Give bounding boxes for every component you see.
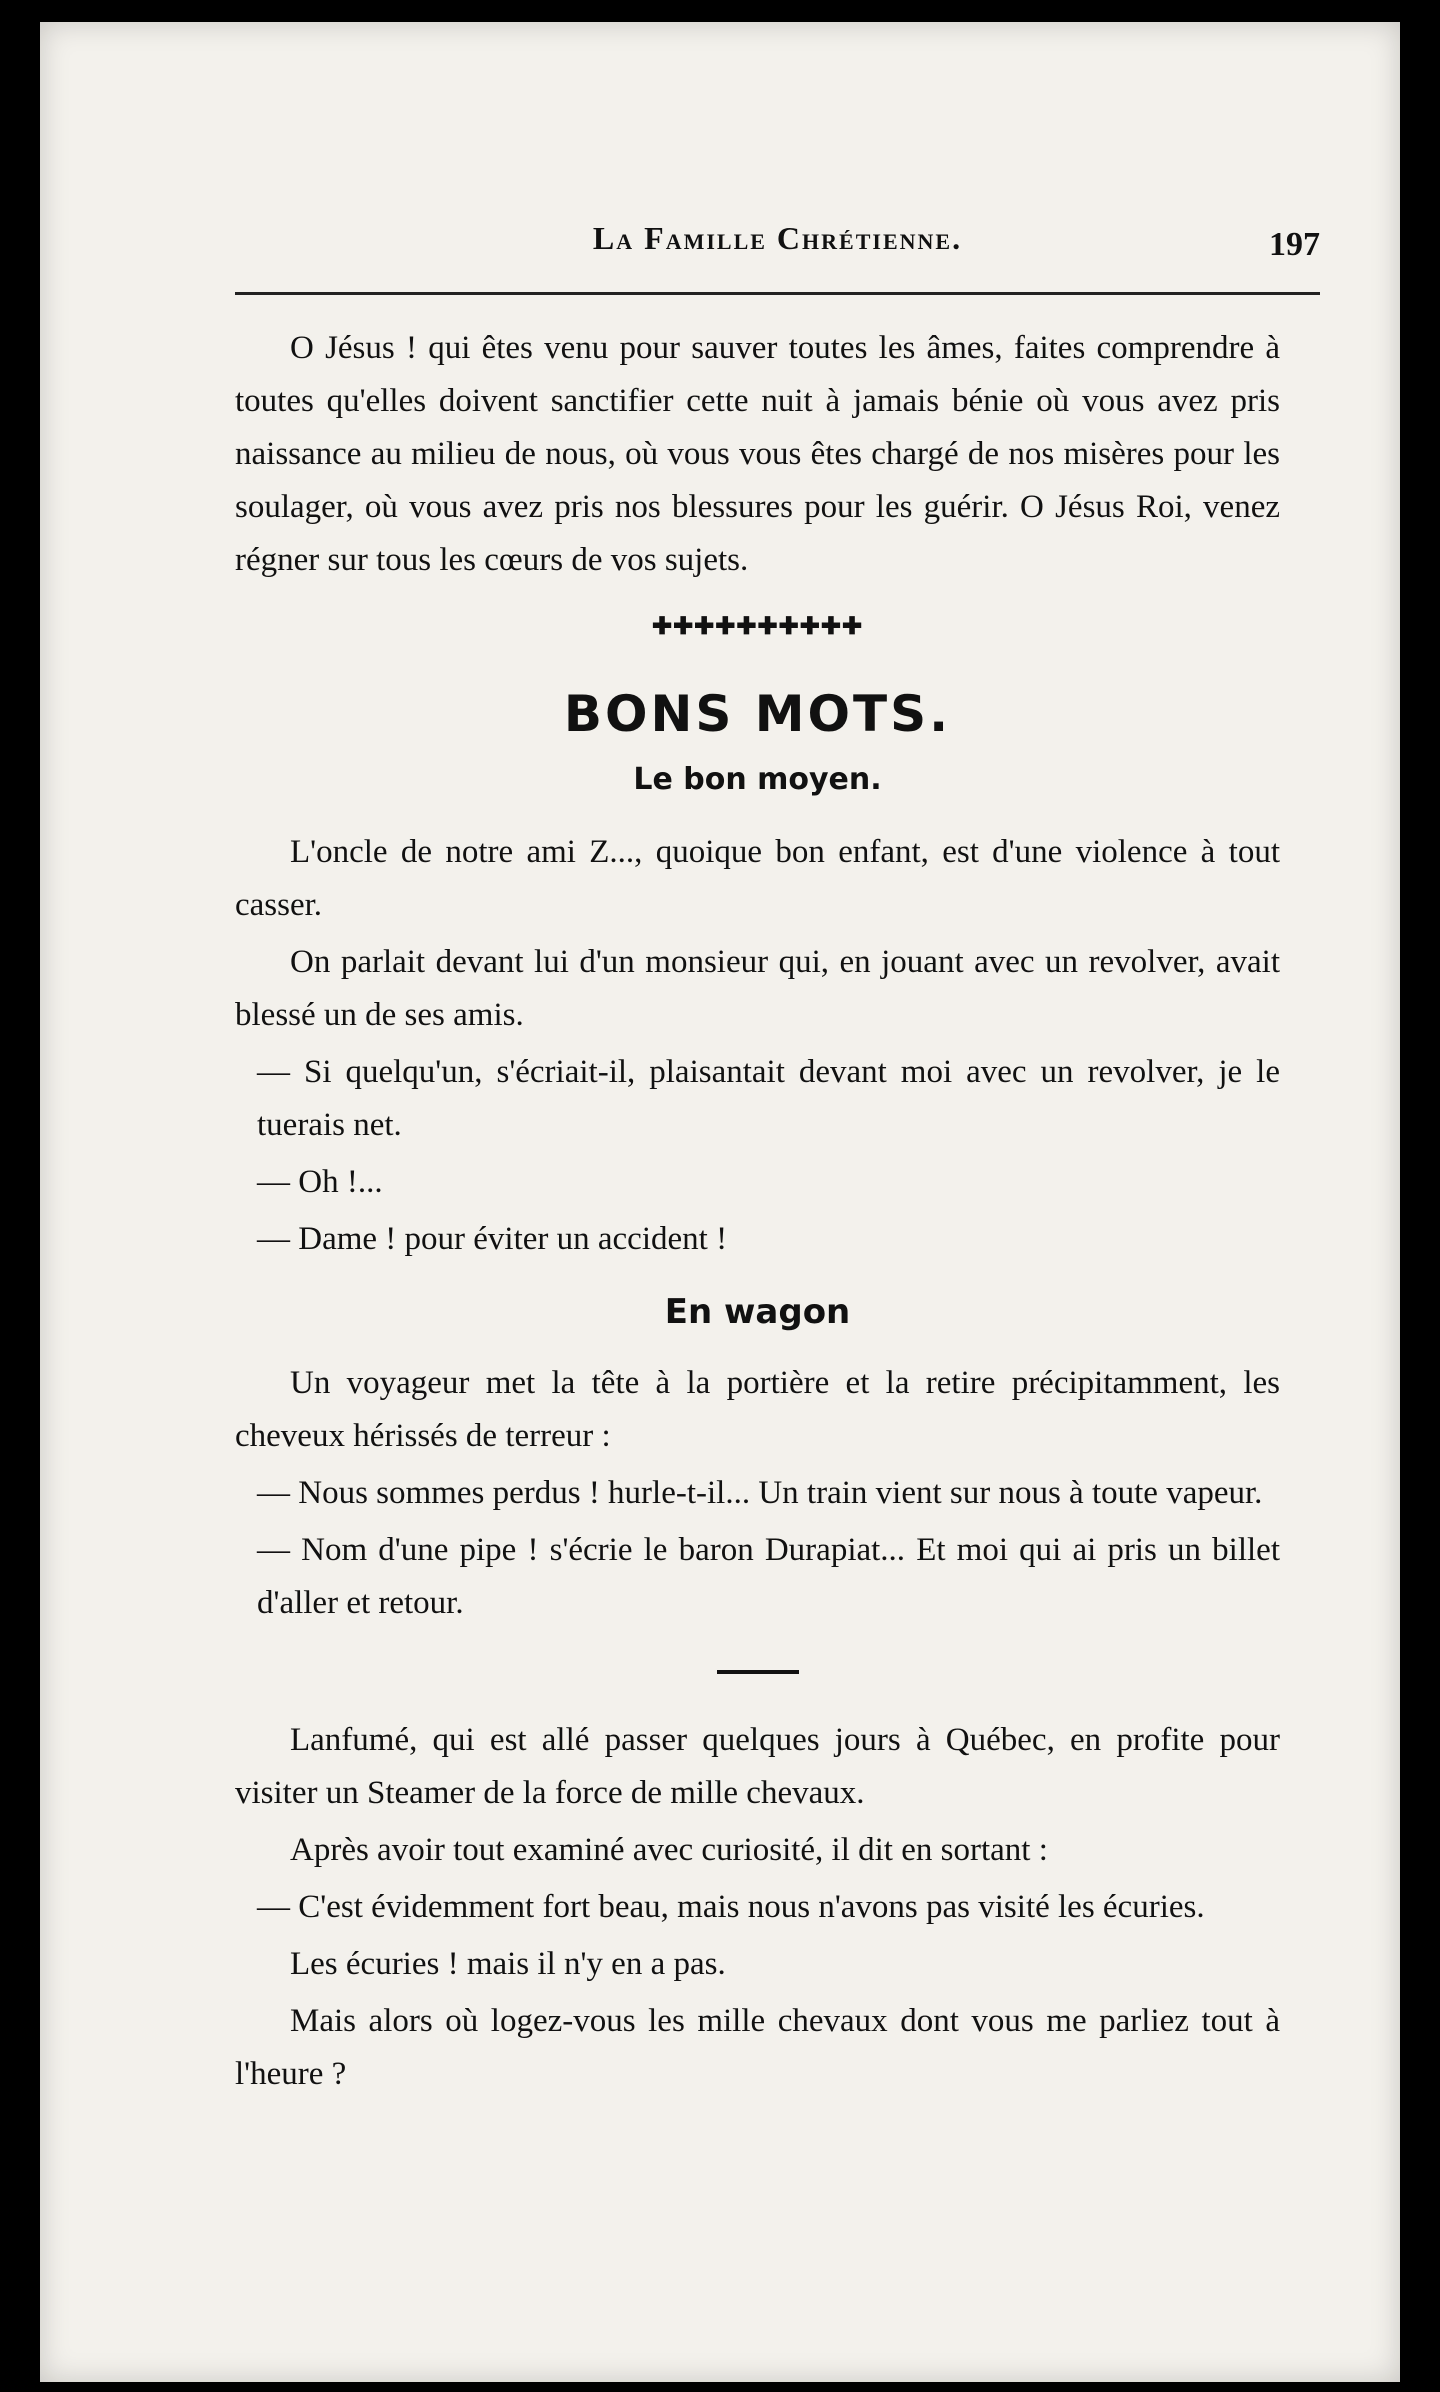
story2-dialogue: — Nom d'une pipe ! s'écrie le baron Durapiat... Et moi qui ai pris un billet d'aller et retour. — [257, 1532, 1280, 1621]
story1-paragraph: On parlait devant lui d'un monsieur qui, en jouant avec un revolver, avait blessé un de ses amis. — [235, 944, 1280, 1033]
story-title-en-wagon: En wagon — [664, 1292, 851, 1332]
story3-paragraph: Après avoir tout examiné avec curiosité, il dit en sortant : — [290, 1832, 1048, 1868]
story3-paragraph: Lanfumé, qui est allé passer quelques jours à Québec, en profite pour visiter un Steamer de la force de mille chevaux. — [235, 1722, 1280, 1811]
story1-paragraph: L'oncle de notre ami Z..., quoique bon enfant, est d'une violence à tout casser. — [235, 834, 1280, 923]
page-header — [235, 220, 1320, 290]
book-page — [40, 22, 1400, 2382]
story-title-bon-moyen: Le bon moyen. — [633, 762, 882, 797]
story1-dialogue: — Oh !... — [257, 1164, 383, 1200]
story1-dialogue: — Si quelqu'un, s'écriait-il, plaisantait devant moi avec un revolver, je le tuerais net. — [257, 1054, 1280, 1143]
story1-dialogue: — Dame ! pour éviter un accident ! — [257, 1221, 728, 1257]
story3-paragraph: Mais alors où logez-vous les mille chevaux dont vous me parliez tout à l'heure ? — [235, 2003, 1280, 2092]
running-title: La Famille Chrétienne. — [592, 220, 963, 256]
header-rule — [235, 292, 1320, 295]
section-title: BONS MOTS. — [563, 685, 952, 743]
story2-paragraph: Un voyageur met la tête à la portière et la retire précipitamment, les cheveux hérissés de terreur : — [235, 1365, 1280, 1454]
story3-paragraph: Les écuries ! mais il n'y en a pas. — [290, 1946, 726, 1982]
story-separator — [717, 1670, 799, 1674]
ornament-divider: ✚✚✚✚✚✚✚✚✚✚ — [651, 614, 864, 640]
prayer-paragraph: O Jésus ! qui êtes venu pour sauver toutes les âmes, faites comprendre à toutes qu'elles doivent sanctifier cette nuit à jamais bénie où vous avez pris naissance au milieu de nous, où vous vous êtes chargé de nos misères pour les soulager, où vous avez pris nos blessures pour les guérir. O Jésus Roi, venez régner sur tous les cœurs de vos sujets. — [235, 330, 1280, 578]
story2-dialogue: — Nous sommes perdus ! hurle-t-il... Un train vient sur nous à toute vapeur. — [257, 1475, 1263, 1511]
story3-dialogue: — C'est évidemment fort beau, mais nous n'avons pas visité les écuries. — [257, 1889, 1205, 1925]
page-number: 197 — [1269, 226, 1320, 263]
page-body — [235, 322, 1280, 2105]
